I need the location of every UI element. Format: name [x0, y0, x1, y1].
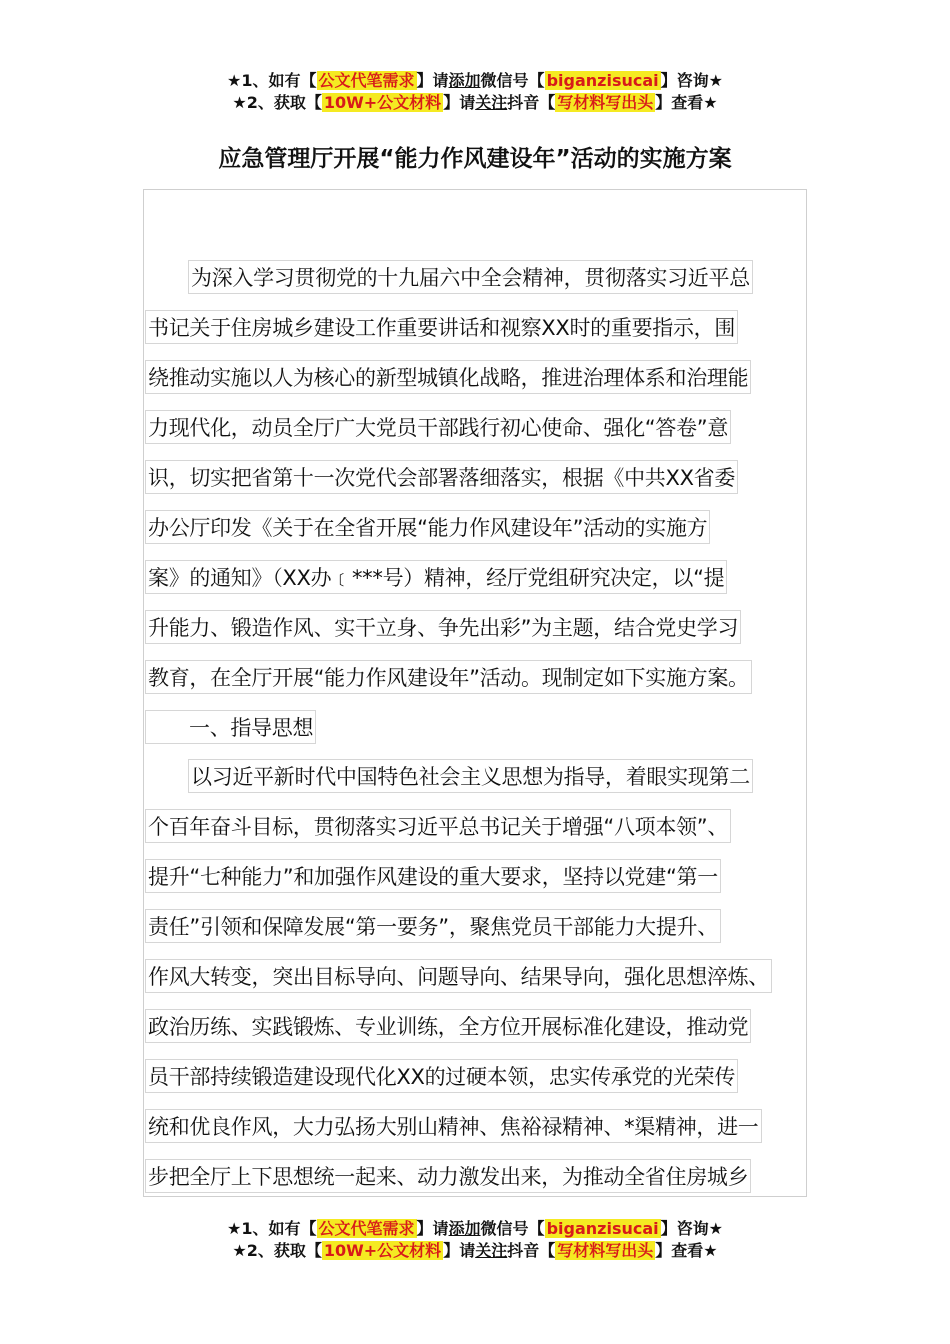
body-line: 为深入学习贯彻党的十九届六中全会精神，贯彻落实习近平总	[188, 260, 753, 294]
banner-text: 】请	[443, 1241, 476, 1260]
bottom-banner	[0, 1218, 950, 1262]
body-line: 绕推动实施以人为核心的新型城镇化战略，推进治理体系和治理能	[145, 360, 751, 394]
section-heading: 一、指导思想	[145, 710, 316, 744]
body-line: 教育，在全厅开展“能力作风建设年”活动。现制定如下实施方案。	[145, 660, 752, 694]
body-line: 案》的通知》（XX办﹝***号）精神，经厅党组研究决定，以“提	[145, 560, 727, 594]
banner-text: 微信号【	[480, 1219, 545, 1238]
banner-text: 】咨询★	[660, 71, 723, 90]
banner-highlight: biganzisucai	[546, 1219, 659, 1238]
banner-text: 】查看★	[655, 93, 718, 112]
body-line: 作风大转变，突出目标导向、问题导向、结果导向，强化思想淬炼、	[145, 959, 772, 993]
body-line: 步把全厅上下思想统一起来、动力激发出来，为推动全省住房城乡	[145, 1159, 751, 1193]
body-line: 书记关于住房城乡建设工作重要讲话和视察XX时的重要指示，围	[145, 310, 738, 344]
banner-underlined: 添加	[448, 1219, 481, 1238]
banner-highlight: 公文代笔需求	[318, 71, 415, 90]
document-title: 应急管理厅开展“能力作风建设年”活动的实施方案	[218, 146, 732, 172]
banner-highlight: 公文代笔需求	[318, 1219, 415, 1238]
banner-line-2	[0, 92, 950, 114]
body-line: 个百年奋斗目标，贯彻落实习近平总书记关于增强“八项本领”、	[145, 809, 731, 843]
banner-highlight: biganzisucai	[546, 71, 659, 90]
banner-text: 】查看★	[655, 1241, 718, 1260]
body-line: 统和优良作风，大力弘扬大别山精神、焦裕禄精神、*渠精神，进一	[145, 1109, 762, 1143]
body-line: 责任”引领和保障发展“第一要务”，聚焦党员干部能力大提升、	[145, 909, 721, 943]
banner-text: 】请	[416, 1219, 449, 1238]
body-line: 以习近平新时代中国特色社会主义思想为指导，着眼实现第二	[188, 759, 753, 793]
banner-highlight: 10W+公文材料	[323, 1241, 442, 1260]
banner-text: 抖音【	[507, 93, 556, 112]
banner-text: 抖音【	[507, 1241, 556, 1260]
banner-underlined: 关注	[475, 1241, 508, 1260]
body-line: 力现代化，动员全厅广大党员干部践行初心使命、强化“答卷”意	[145, 410, 731, 444]
banner-text: 】请	[443, 93, 476, 112]
top-banner	[0, 70, 950, 114]
banner-text: ★1、如有【	[227, 71, 317, 90]
body-line: 提升“七种能力”和加强作风建设的重大要求，坚持以党建“第一	[145, 859, 721, 893]
body-line: 员干部持续锻造建设现代化XX的过硬本领，忠实传承党的光荣传	[145, 1059, 738, 1093]
banner-highlight: 10W+公文材料	[323, 93, 442, 112]
banner-text: ★2、获取【	[232, 93, 322, 112]
banner-highlight: 写材料写出头	[557, 1241, 654, 1260]
banner-line-1	[0, 1218, 950, 1240]
banner-text: 微信号【	[480, 71, 545, 90]
banner-line-1	[0, 70, 950, 92]
body-line: 办公厅印发《关于在全省开展“能力作风建设年”活动的实施方	[145, 510, 710, 544]
banner-text: ★2、获取【	[232, 1241, 322, 1260]
banner-text: ★1、如有【	[227, 1219, 317, 1238]
body-line: 识，切实把省第十一次党代会部署落细落实，根据《中共XX省委	[145, 460, 738, 494]
banner-line-2	[0, 1240, 950, 1262]
banner-highlight: 写材料写出头	[557, 93, 654, 112]
banner-text: 】咨询★	[660, 1219, 723, 1238]
body-line: 政治历练、实践锻炼、专业训练，全方位开展标准化建设，推动党	[145, 1009, 751, 1043]
banner-text: 】请	[416, 71, 449, 90]
banner-underlined: 关注	[475, 93, 508, 112]
body-line: 升能力、锻造作风、实干立身、争先出彩”为主题，结合党史学习	[145, 610, 741, 644]
banner-underlined: 添加	[448, 71, 481, 90]
